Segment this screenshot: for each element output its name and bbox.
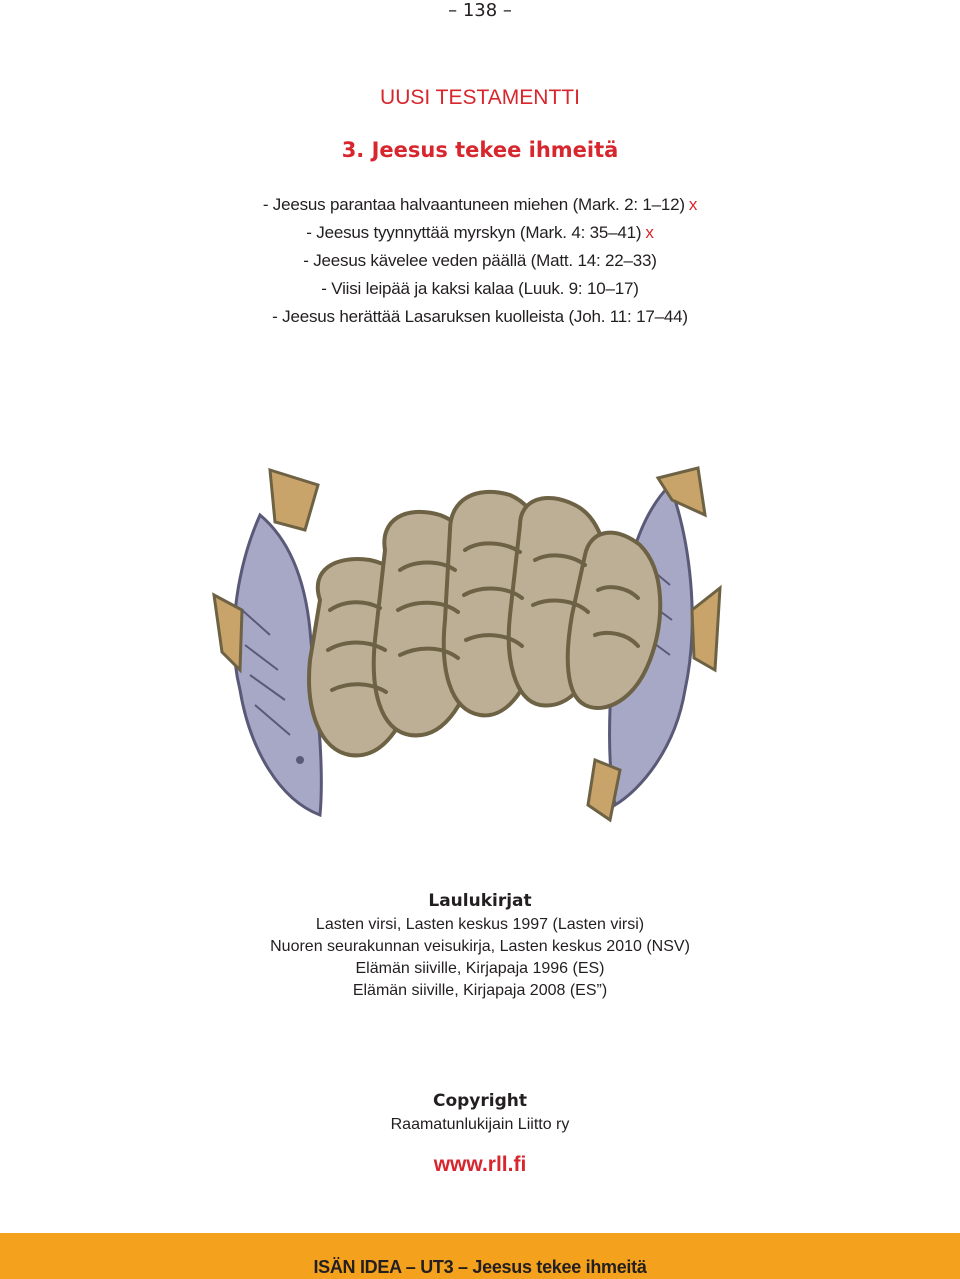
copyright-heading: Copyright [432,1091,527,1111]
songbook-line: Lasten virsi, Lasten keskus 1997 (Lasten virsi) [315,916,645,933]
story-mark: x [645,223,654,242]
copyright-section [0,1088,960,1136]
loaves-and-fishes-illustration [200,460,760,850]
story-text: - Jeesus parantaa halvaantuneen miehen (Mark. 2: 1–12) [262,195,685,214]
page-number: – 138 – [448,0,512,21]
footer-text: ISÄN IDEA – UT3 – Jeesus tekee ihmeitä [313,1257,647,1277]
bread-loaves-icon [309,492,660,756]
copyright-holder: Raamatunlukijain Liitto ry [390,1116,570,1133]
left-fish-icon [214,470,321,815]
section-heading: UUSI TESTAMENTTI [380,86,580,109]
story-text: - Jeesus herättää Lasaruksen kuolleista (Joh. 11: 17–44) [272,307,688,326]
story-mark: x [688,195,698,214]
story-text: - Viisi leipää ja kaksi kalaa (Luuk. 9: 10–17) [321,279,639,298]
story-text: - Jeesus tyynnyttää myrskyn (Mark. 4: 35–41) [306,223,642,242]
lesson-title: 3. Jeesus tekee ihmeitä [341,138,619,162]
story-item [0,303,960,331]
songbook-line: Elämän siiville, Kirjapaja 2008 (ES”) [352,982,608,999]
story-item [0,219,960,247]
story-item [0,247,960,275]
footer-bar [0,1233,960,1279]
story-text: - Jeesus kävelee veden päällä (Matt. 14: 22–33) [303,251,657,270]
story-item [0,275,960,303]
story-list [0,191,960,331]
website-link[interactable]: www.rll.fi [433,1153,527,1176]
songbooks-section [0,888,960,1002]
story-item [0,191,960,219]
songbook-line: Nuoren seurakunnan veisukirja, Lasten keskus 2010 (NSV) [270,938,690,955]
songbook-line: Elämän siiville, Kirjapaja 1996 (ES) [355,960,605,977]
songbooks-heading: Laulukirjat [428,891,532,911]
